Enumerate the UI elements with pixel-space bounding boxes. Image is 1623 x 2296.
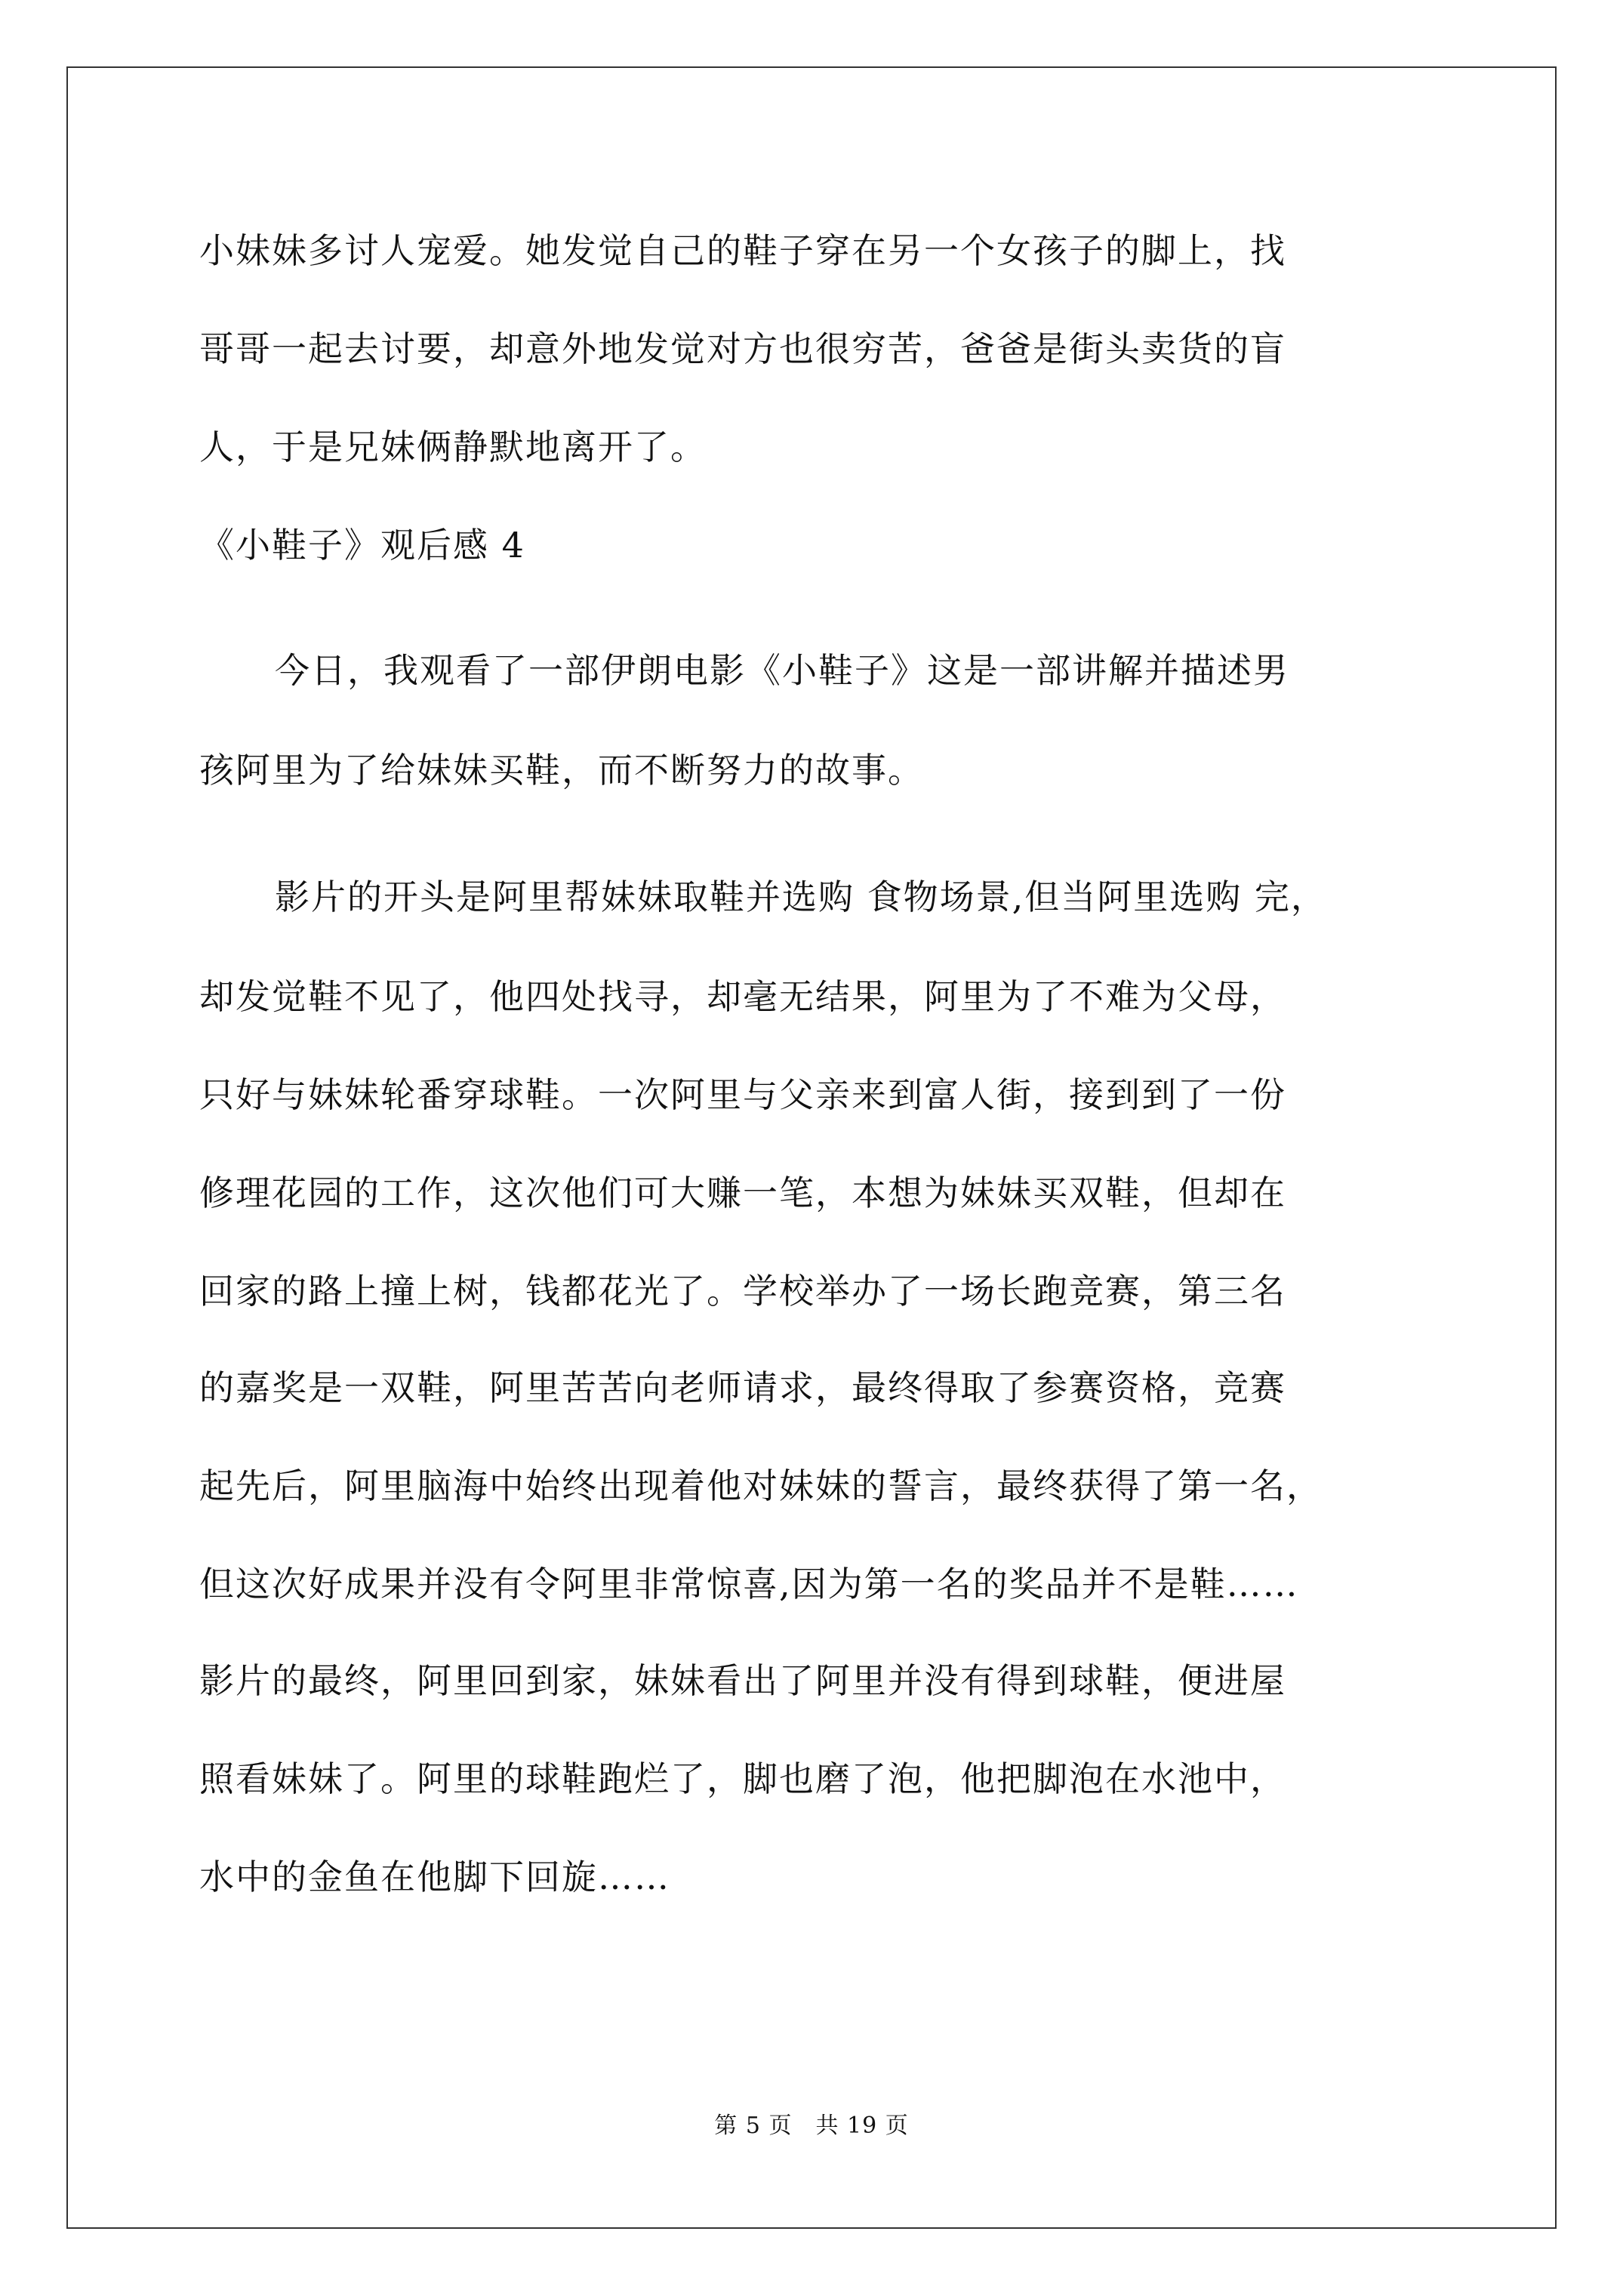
text-line: 照看妹妹了。阿里的球鞋跑烂了，脚也磨了泡，他把脚泡在水池中， xyxy=(199,1758,1286,1799)
text-line: 的嘉奖是一双鞋，阿里苦苦向老师请求，最终得取了参赛资格，竞赛 xyxy=(199,1367,1286,1408)
text-line: 哥哥一起去讨要，却意外地发觉对方也很穷苦，爸爸是街头卖货的盲 xyxy=(199,328,1286,369)
text-line: 小妹妹多讨人宠爱。她发觉自己的鞋子穿在另一个女孩子的脚上，找 xyxy=(199,230,1286,271)
page-border xyxy=(66,66,1557,2229)
text-line: 但这次好成果并没有令阿里非常惊喜,因为第一名的奖品并不是鞋…… xyxy=(199,1564,1299,1604)
page-footer: 第 5 页 共 19 页 xyxy=(714,2113,909,2139)
text-line: 水中的金鱼在他脚下回旋…… xyxy=(199,1857,670,1897)
text-line: 人，于是兄妹俩静默地离开了。 xyxy=(199,427,707,467)
text-line: 孩阿里为了给妹妹买鞋，而不断努力的故事。 xyxy=(199,750,924,791)
section-heading: 《小鞋子》观后感 4 xyxy=(199,525,525,566)
text-line: 起先后，阿里脑海中始终出现着他对妹妹的誓言，最终获得了第一名， xyxy=(199,1465,1323,1506)
text-line: 只好与妹妹轮番穿球鞋。一次阿里与父亲来到富人街，接到到了一份 xyxy=(199,1074,1286,1115)
paragraph-first-line: 影片的开头是阿里帮妹妹取鞋并选购 食物场景,但当阿里选购 完， xyxy=(275,877,1327,917)
text-line: 却发觉鞋不见了，他四处找寻，却毫无结果，阿里为了不难为父母， xyxy=(199,976,1286,1017)
text-line: 修理花园的工作，这次他们可大赚一笔，本想为妹妹买双鞋，但却在 xyxy=(199,1173,1286,1213)
text-line: 回家的路上撞上树，钱都花光了。学校举办了一场长跑竞赛，第三名 xyxy=(199,1271,1286,1311)
text-line: 影片的最终，阿里回到家，妹妹看出了阿里并没有得到球鞋，便进屋 xyxy=(199,1660,1286,1701)
paragraph-first-line: 今日，我观看了一部伊朗电影《小鞋子》这是一部讲解并描述男 xyxy=(275,650,1289,691)
